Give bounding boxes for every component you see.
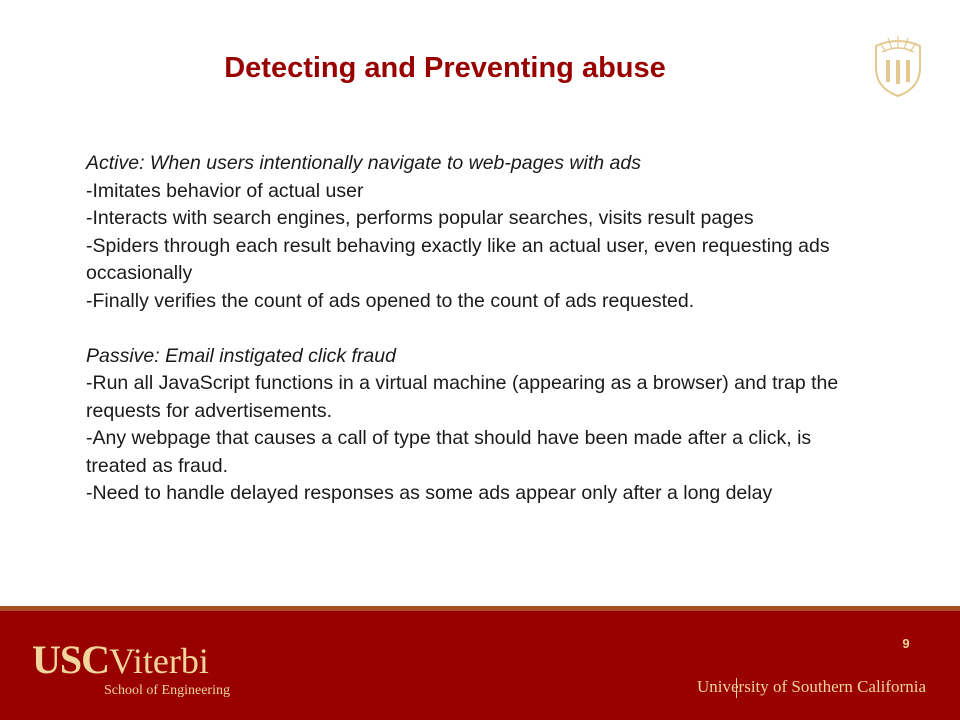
active-heading: Active: When users intentionally navigate to web-pages with ads xyxy=(86,152,641,174)
paragraph-gap xyxy=(86,315,842,343)
passive-point: -Run all JavaScript functions in a virtual machine (appearing as a browser) and trap the requests for advertisements. xyxy=(86,372,839,422)
footer-bar xyxy=(0,606,960,720)
active-point: -Finally verifies the count of ads opened to the count of ads requested. xyxy=(86,289,695,312)
passive-point: -Need to handle delayed responses as some ads appear only after a long delay xyxy=(86,482,773,504)
school-name: School of Engineering xyxy=(104,683,230,698)
active-point: -Spiders through each result behaving exactly like an actual user, even requesting ads occasionally xyxy=(86,234,830,284)
logo-viterbi-text: Viterbi xyxy=(109,641,209,681)
footer-accent-line xyxy=(0,606,960,611)
slide-title: Detecting and Preventing abuse xyxy=(224,52,666,84)
passive-point: -Any webpage that causes a call of type that should have been made after a click, is treated as fraud. xyxy=(86,427,812,477)
passive-heading: Passive: Email instigated click fraud xyxy=(86,344,396,367)
logo-usc-text: USC xyxy=(32,637,110,682)
university-name: University of Southern California xyxy=(697,677,926,696)
usc-seal-icon xyxy=(872,32,924,98)
active-point: -Imitates behavior of actual user xyxy=(86,179,364,202)
active-point: -Interacts with search engines, performs popular searches, visits result pages xyxy=(86,207,754,229)
usc-viterbi-logo xyxy=(32,636,209,683)
slide-body xyxy=(86,150,842,508)
page-number: 9 xyxy=(902,636,910,651)
